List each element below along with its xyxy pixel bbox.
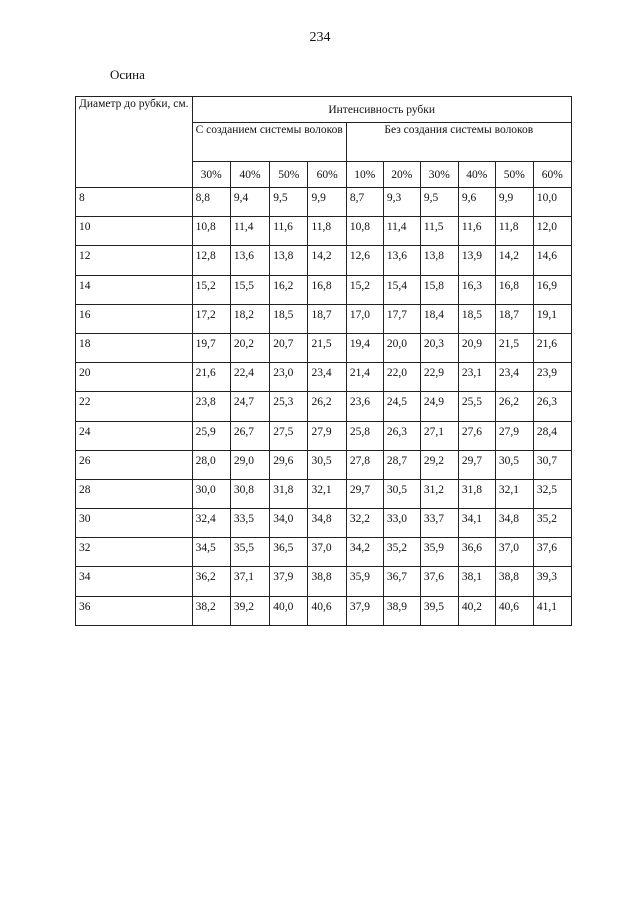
table-row [76, 509, 572, 538]
value-cell: 39,5 [420, 596, 458, 625]
header-pct-with: 30% [192, 162, 230, 188]
value-cell: 17,0 [346, 304, 383, 333]
value-cell: 27,5 [270, 421, 308, 450]
value-cell: 33,0 [383, 509, 420, 538]
value-cell: 25,5 [458, 392, 495, 421]
table-row [76, 304, 572, 333]
value-cell: 13,6 [230, 246, 269, 275]
value-cell: 13,8 [420, 246, 458, 275]
table-row [76, 188, 572, 217]
value-cell: 40,0 [270, 596, 308, 625]
value-cell: 41,1 [533, 596, 571, 625]
value-cell: 40,6 [495, 596, 533, 625]
value-cell: 38,8 [308, 567, 346, 596]
diameter-cell: 26 [76, 450, 193, 479]
value-cell: 19,1 [533, 304, 571, 333]
value-cell: 32,1 [308, 479, 346, 508]
value-cell: 31,2 [420, 479, 458, 508]
table-row [76, 479, 572, 508]
header-pct-with: 50% [270, 162, 308, 188]
header-pct-without: 10% [346, 162, 383, 188]
diameter-cell: 36 [76, 596, 193, 625]
value-cell: 35,2 [383, 538, 420, 567]
value-cell: 26,3 [533, 392, 571, 421]
value-cell: 11,5 [420, 217, 458, 246]
diameter-cell: 10 [76, 217, 193, 246]
value-cell: 20,7 [270, 333, 308, 362]
value-cell: 36,6 [458, 538, 495, 567]
value-cell: 34,0 [270, 509, 308, 538]
value-cell: 11,4 [383, 217, 420, 246]
value-cell: 38,2 [192, 596, 230, 625]
diameter-cell: 22 [76, 392, 193, 421]
value-cell: 25,3 [270, 392, 308, 421]
value-cell: 27,1 [420, 421, 458, 450]
header-pct-without: 50% [495, 162, 533, 188]
value-cell: 27,9 [308, 421, 346, 450]
value-cell: 39,3 [533, 567, 571, 596]
value-cell: 19,7 [192, 333, 230, 362]
value-cell: 16,8 [495, 275, 533, 304]
value-cell: 9,4 [230, 188, 269, 217]
value-cell: 35,9 [346, 567, 383, 596]
value-cell: 26,2 [308, 392, 346, 421]
value-cell: 16,3 [458, 275, 495, 304]
value-cell: 9,3 [383, 188, 420, 217]
value-cell: 13,9 [458, 246, 495, 275]
value-cell: 16,8 [308, 275, 346, 304]
value-cell: 10,8 [192, 217, 230, 246]
value-cell: 32,2 [346, 509, 383, 538]
value-cell: 37,9 [346, 596, 383, 625]
value-cell: 37,0 [308, 538, 346, 567]
diameter-cell: 24 [76, 421, 193, 450]
value-cell: 39,2 [230, 596, 269, 625]
table-row [76, 567, 572, 596]
table-row [76, 333, 572, 362]
value-cell: 11,6 [458, 217, 495, 246]
value-cell: 25,9 [192, 421, 230, 450]
table-row [76, 246, 572, 275]
value-cell: 26,2 [495, 392, 533, 421]
value-cell: 18,2 [230, 304, 269, 333]
value-cell: 36,5 [270, 538, 308, 567]
value-cell: 15,8 [420, 275, 458, 304]
value-cell: 27,6 [458, 421, 495, 450]
value-cell: 28,7 [383, 450, 420, 479]
value-cell: 11,6 [270, 217, 308, 246]
value-cell: 23,6 [346, 392, 383, 421]
value-cell: 14,6 [533, 246, 571, 275]
value-cell: 26,7 [230, 421, 269, 450]
value-cell: 8,7 [346, 188, 383, 217]
value-cell: 21,6 [192, 363, 230, 392]
value-cell: 11,8 [495, 217, 533, 246]
value-cell: 35,2 [533, 509, 571, 538]
value-cell: 9,5 [420, 188, 458, 217]
value-cell: 30,5 [308, 450, 346, 479]
value-cell: 9,9 [495, 188, 533, 217]
table-body [76, 188, 572, 626]
value-cell: 37,0 [495, 538, 533, 567]
value-cell: 29,7 [346, 479, 383, 508]
diameter-cell: 16 [76, 304, 193, 333]
value-cell: 20,3 [420, 333, 458, 362]
diameter-cell: 14 [76, 275, 193, 304]
diameter-cell: 28 [76, 479, 193, 508]
value-cell: 21,6 [533, 333, 571, 362]
header-diameter: Диаметр до рубки, см. [76, 97, 193, 188]
value-cell: 30,5 [383, 479, 420, 508]
value-cell: 14,2 [495, 246, 533, 275]
value-cell: 16,9 [533, 275, 571, 304]
value-cell: 34,5 [192, 538, 230, 567]
value-cell: 31,8 [458, 479, 495, 508]
value-cell: 37,6 [533, 538, 571, 567]
value-cell: 26,3 [383, 421, 420, 450]
value-cell: 22,9 [420, 363, 458, 392]
table-row [76, 363, 572, 392]
value-cell: 34,2 [346, 538, 383, 567]
volume-table [75, 96, 572, 626]
table-row [76, 450, 572, 479]
value-cell: 28,0 [192, 450, 230, 479]
value-cell: 15,2 [346, 275, 383, 304]
value-cell: 9,9 [308, 188, 346, 217]
value-cell: 29,2 [420, 450, 458, 479]
header-pct-with: 40% [230, 162, 269, 188]
value-cell: 34,8 [308, 509, 346, 538]
value-cell: 29,7 [458, 450, 495, 479]
header-with-skid-trails: С созданием системы волоков [192, 123, 346, 162]
table-row [76, 538, 572, 567]
value-cell: 21,4 [346, 363, 383, 392]
value-cell: 40,6 [308, 596, 346, 625]
value-cell: 21,5 [308, 333, 346, 362]
table-row [76, 421, 572, 450]
header-without-skid-trails: Без создания системы волоков [346, 123, 571, 162]
value-cell: 10,8 [346, 217, 383, 246]
value-cell: 23,9 [533, 363, 571, 392]
diameter-cell: 12 [76, 246, 193, 275]
value-cell: 31,8 [270, 479, 308, 508]
header-pct-without: 60% [533, 162, 571, 188]
value-cell: 24,9 [420, 392, 458, 421]
value-cell: 20,0 [383, 333, 420, 362]
value-cell: 12,8 [192, 246, 230, 275]
value-cell: 13,8 [270, 246, 308, 275]
value-cell: 29,0 [230, 450, 269, 479]
diameter-cell: 20 [76, 363, 193, 392]
value-cell: 28,4 [533, 421, 571, 450]
value-cell: 32,4 [192, 509, 230, 538]
page-number: 234 [309, 30, 331, 45]
value-cell: 34,8 [495, 509, 533, 538]
table-row [76, 596, 572, 625]
value-cell: 35,5 [230, 538, 269, 567]
value-cell: 18,5 [270, 304, 308, 333]
value-cell: 8,8 [192, 188, 230, 217]
value-cell: 23,4 [495, 363, 533, 392]
value-cell: 16,2 [270, 275, 308, 304]
value-cell: 13,6 [383, 246, 420, 275]
value-cell: 37,6 [420, 567, 458, 596]
value-cell: 17,2 [192, 304, 230, 333]
value-cell: 23,8 [192, 392, 230, 421]
value-cell: 38,9 [383, 596, 420, 625]
header-intensity: Интенсивность рубки [192, 97, 571, 123]
value-cell: 23,4 [308, 363, 346, 392]
value-cell: 33,7 [420, 509, 458, 538]
diameter-cell: 32 [76, 538, 193, 567]
value-cell: 18,4 [420, 304, 458, 333]
value-cell: 34,1 [458, 509, 495, 538]
header-pct-without: 30% [420, 162, 458, 188]
value-cell: 32,1 [495, 479, 533, 508]
value-cell: 18,7 [308, 304, 346, 333]
value-cell: 23,0 [270, 363, 308, 392]
value-cell: 17,7 [383, 304, 420, 333]
value-cell: 37,9 [270, 567, 308, 596]
value-cell: 32,5 [533, 479, 571, 508]
value-cell: 35,9 [420, 538, 458, 567]
value-cell: 10,0 [533, 188, 571, 217]
value-cell: 20,2 [230, 333, 269, 362]
header-pct-with: 60% [308, 162, 346, 188]
value-cell: 22,0 [383, 363, 420, 392]
header-pct-without: 20% [383, 162, 420, 188]
value-cell: 38,1 [458, 567, 495, 596]
value-cell: 20,9 [458, 333, 495, 362]
value-cell: 37,1 [230, 567, 269, 596]
value-cell: 27,9 [495, 421, 533, 450]
value-cell: 9,6 [458, 188, 495, 217]
value-cell: 18,5 [458, 304, 495, 333]
species-title: Осина [110, 67, 145, 82]
value-cell: 9,5 [270, 188, 308, 217]
value-cell: 29,6 [270, 450, 308, 479]
header-pct-without: 40% [458, 162, 495, 188]
value-cell: 25,8 [346, 421, 383, 450]
value-cell: 36,7 [383, 567, 420, 596]
value-cell: 11,8 [308, 217, 346, 246]
diameter-cell: 18 [76, 333, 193, 362]
value-cell: 40,2 [458, 596, 495, 625]
value-cell: 33,5 [230, 509, 269, 538]
value-cell: 15,2 [192, 275, 230, 304]
diameter-cell: 34 [76, 567, 193, 596]
value-cell: 14,2 [308, 246, 346, 275]
value-cell: 24,5 [383, 392, 420, 421]
value-cell: 22,4 [230, 363, 269, 392]
value-cell: 27,8 [346, 450, 383, 479]
value-cell: 15,5 [230, 275, 269, 304]
value-cell: 15,4 [383, 275, 420, 304]
value-cell: 30,8 [230, 479, 269, 508]
value-cell: 24,7 [230, 392, 269, 421]
value-cell: 38,8 [495, 567, 533, 596]
value-cell: 30,5 [495, 450, 533, 479]
diameter-cell: 30 [76, 509, 193, 538]
value-cell: 12,6 [346, 246, 383, 275]
value-cell: 21,5 [495, 333, 533, 362]
table-row [76, 217, 572, 246]
value-cell: 11,4 [230, 217, 269, 246]
diameter-cell: 8 [76, 188, 193, 217]
value-cell: 18,7 [495, 304, 533, 333]
table-row [76, 275, 572, 304]
value-cell: 36,2 [192, 567, 230, 596]
value-cell: 23,1 [458, 363, 495, 392]
value-cell: 19,4 [346, 333, 383, 362]
value-cell: 30,0 [192, 479, 230, 508]
value-cell: 12,0 [533, 217, 571, 246]
table-row [76, 392, 572, 421]
value-cell: 30,7 [533, 450, 571, 479]
